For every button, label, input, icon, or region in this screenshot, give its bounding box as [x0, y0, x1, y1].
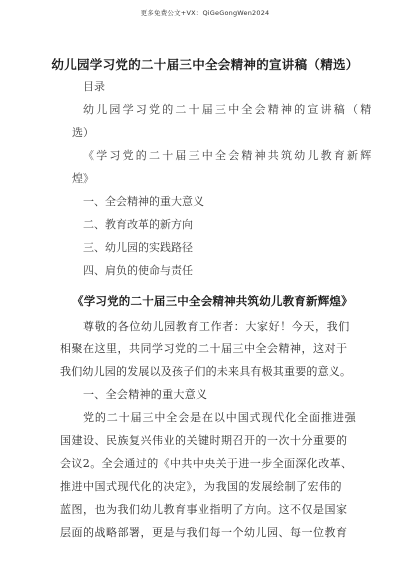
greeting-line-3: 我们幼儿园的发展以及孩子们的未来具有极其重要的意义。: [60, 365, 352, 378]
toc-item-1-line-1: 幼儿园学习党的二十届三中全会精神的宣讲稿（精: [83, 103, 374, 116]
toc-item-1-line-2: 选）: [72, 126, 94, 139]
toc-section-4: 四、肩负的使命与责任: [83, 264, 193, 277]
paragraph-line-5: 蓝图，也为我们幼儿教育事业指明了方向。这不仅是国家: [60, 503, 348, 516]
toc-section-1: 一、全会精神的重大意义: [83, 195, 204, 208]
toc-section-2: 二、教育改革的新方向: [83, 218, 193, 231]
paragraph-line-3: 会议2。全会通过的《中共中央关于进一步全面深化改革、: [60, 457, 353, 470]
greeting-line-2: 相聚在这里，共同学习党的二十届三中全会精神，这对于: [60, 342, 348, 355]
greeting-line-1: 尊敬的各位幼儿园教育工作者：大家好！今天，我们: [83, 320, 350, 333]
toc-section-3: 三、幼儿园的实践路径: [83, 241, 193, 254]
section-1-heading: 一、全会精神的重大意义: [83, 388, 208, 401]
toc-item-2-line-1: 《学习党的二十届三中全会精神共筑幼儿教育新辉: [83, 149, 374, 162]
article-title: 《学习党的二十届三中全会精神共筑幼儿教育新辉煌》: [72, 294, 353, 308]
header-promo-note: 更多免费公文+VX：QiGeGongWen2024: [140, 9, 270, 17]
toc-item-2-line-2: 煌》: [72, 172, 94, 185]
paragraph-line-6: 层面的战略部署，更是与我们每一个幼儿园、每一位教育: [60, 526, 348, 539]
paragraph-line-1: 党的二十届三中全会是在以中国式现代化全面推进强: [83, 411, 357, 424]
paragraph-line-4: 推进中国式现代化的决定》，为我国的发展绘制了宏伟的: [60, 480, 342, 493]
paragraph-line-2: 国建设、民族复兴伟业的关键时期召开的一次十分重要的: [60, 434, 348, 447]
toc-heading: 目录: [83, 80, 105, 93]
document-title: 幼儿园学习党的二十届三中全会精神的宣讲稿（精选）: [51, 57, 359, 72]
